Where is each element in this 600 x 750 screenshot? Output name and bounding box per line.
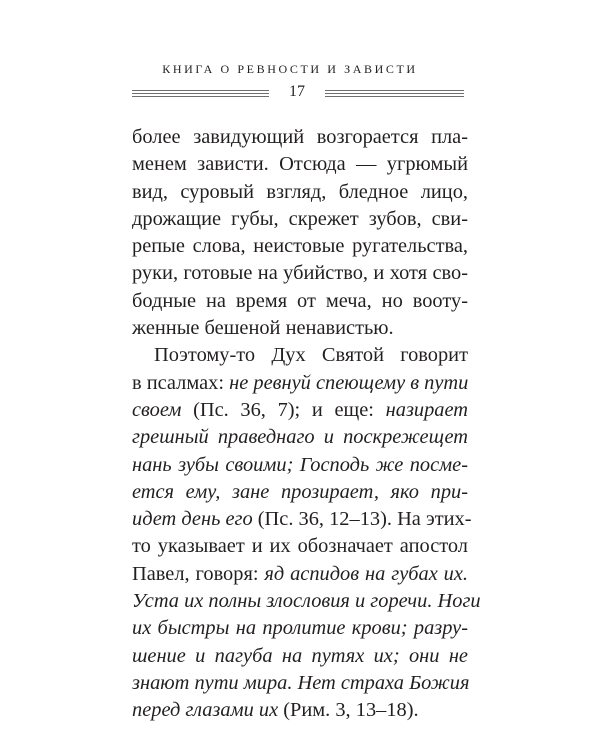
text-run: Поэтому-то Дух Святой говорит — [154, 344, 468, 367]
italic-quote: назирает — [385, 398, 468, 421]
text-run: (Пс. 36, 7); и еще: — [181, 398, 386, 421]
text-line — [132, 424, 468, 451]
text-line — [132, 288, 468, 315]
text-run: бодные на время от меча, но вооту- — [132, 289, 468, 312]
text-line — [132, 697, 468, 724]
text-line — [132, 151, 468, 178]
text-run: руки, готовые на убийство, и хотя сво- — [132, 262, 468, 285]
text-line — [132, 342, 468, 369]
page-number: 17 — [289, 83, 305, 100]
decorative-rule-left — [132, 90, 269, 91]
text-line — [132, 179, 468, 206]
text-line — [132, 260, 468, 287]
text-line — [132, 233, 468, 260]
italic-quote: Уста их полны злословия и горечи. Ноги — [132, 590, 481, 613]
italic-quote: перед глазами их — [132, 699, 279, 722]
italic-quote: грешный праведнаго и поскрежещет — [132, 426, 468, 449]
folio-row — [132, 83, 464, 106]
text-run: то указывает и их обозначает апостол — [132, 535, 468, 558]
text-line — [132, 506, 472, 533]
text-line — [132, 124, 468, 151]
text-line — [132, 397, 468, 424]
text-line — [132, 533, 468, 560]
text-run: (Пс. 36, 12–13). На этих- — [252, 508, 472, 531]
text-run: более завидующий возгорается пла- — [132, 126, 468, 148]
italic-quote: шение и пагуба на путях их; они не — [132, 644, 468, 667]
text-line — [132, 615, 468, 642]
text-line — [132, 370, 468, 397]
text-run: (Рим. 3, 13–18). — [278, 699, 419, 722]
text-run: вид, суровый взгляд, бледное лицо, — [132, 180, 468, 203]
text-run: в псалмах: — [132, 371, 230, 394]
text-line — [132, 643, 468, 670]
text-line — [132, 561, 468, 588]
italic-quote: идет день его — [132, 508, 253, 531]
running-head: КНИГА О РЕВНОСТИ И ЗАВИСТИ — [162, 62, 418, 76]
italic-quote: нань зубы своими; Господь же посме- — [132, 453, 468, 476]
text-run: репые слова, неистовые ругательства, — [132, 235, 468, 258]
text-line — [132, 670, 468, 697]
text-run: Павел, говоря: — [132, 562, 265, 585]
italic-quote: ется ему, зане прозирает, яко при- — [132, 480, 468, 503]
text-line — [132, 206, 468, 233]
text-line — [132, 479, 468, 506]
italic-quote: своем — [132, 398, 182, 421]
text-run: менем зависти. Отсюда — угрюмый — [132, 153, 468, 176]
italic-quote: знают пути мира. Нет страха Божия — [132, 671, 470, 694]
text-line — [132, 315, 468, 342]
text-run: дрожащие губы, скрежет зубов, сви- — [132, 207, 468, 230]
body-text — [132, 124, 481, 725]
text-line — [132, 588, 481, 615]
italic-quote: не ревнуй спеющему в пути — [229, 371, 469, 394]
italic-quote: их быстры на пролитие крови; разру- — [132, 617, 468, 640]
decorative-rule-right — [325, 90, 464, 91]
text-line — [132, 452, 468, 479]
text-run: женные бешеной ненавистью. — [132, 317, 394, 340]
italic-quote: яд аспидов на губах их. — [264, 562, 468, 585]
